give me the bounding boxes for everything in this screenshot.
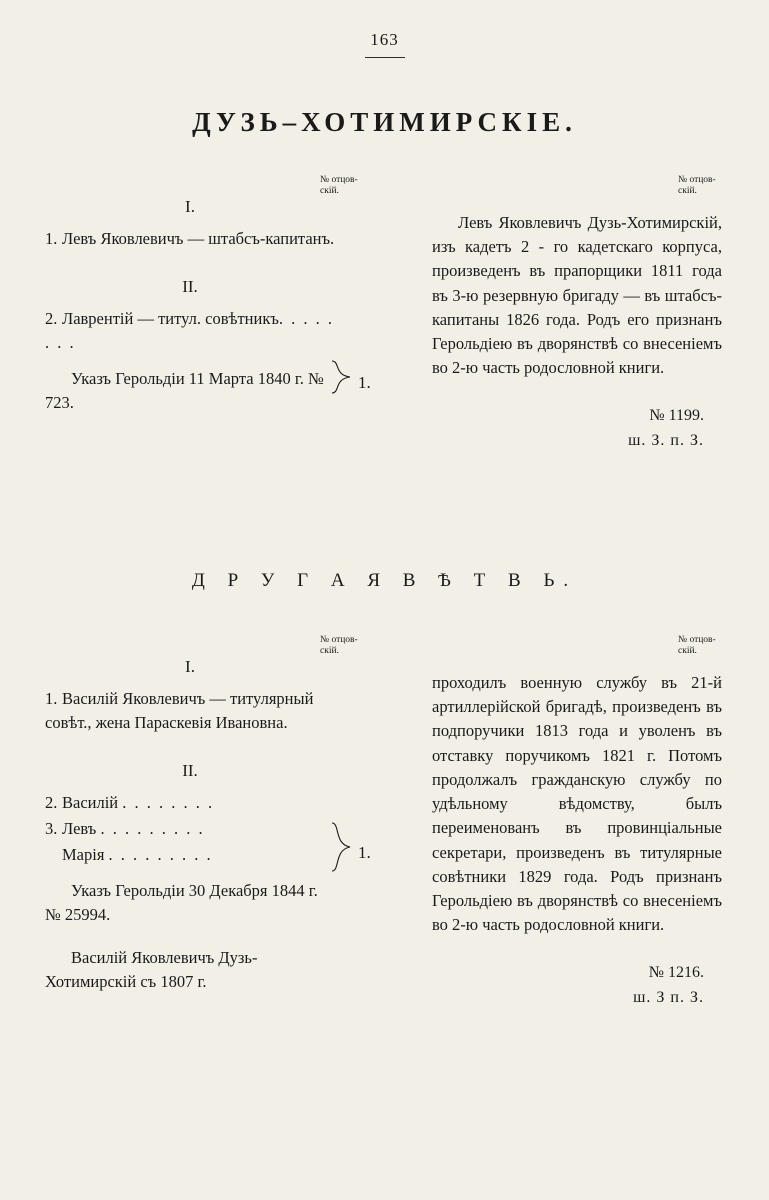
page-title: ДУЗЬ–ХОТИМИРСКIЕ. [192, 107, 577, 137]
block2-entry-3-text: Левъ [62, 818, 97, 838]
block2-biography-text: проходилъ военную службу въ 21-й артиллерiйской бригадѣ, произведенъ въ подпоручики 1813 года и уволенъ въ отставку поручикомъ 1821 г. Потомъ продолжалъ гражданскую службу по удѣльному вѣдомству, былъ переименованъ въ провинцiальные секретари, произведенъ въ титулярные совѣтники 1829 года. Родъ признанъ Герольдiею въ дворянствѣ со внесенiемъ во 2-ю часть родословной книги. [432, 672, 722, 935]
block2-entry-4-text: Марiя [62, 844, 105, 864]
folio-rule [365, 57, 405, 58]
block2-reference-sub: ш. З п. З. [633, 988, 704, 1006]
block2-entry-2 [45, 791, 335, 815]
block2-entry-2-dots: . . . . . . . . [122, 792, 215, 812]
block1-entry-1-text: Левъ Яковлевичъ — штабсъ-капитанъ. [62, 229, 335, 248]
block2-entry-1-number: 1. [45, 689, 58, 708]
block2-entry-2-number: 2. [45, 792, 58, 812]
block2-generation-1-label: I. [185, 657, 195, 676]
block1-reference [432, 407, 722, 450]
block1-entry-1-number: 1. [45, 229, 58, 248]
block2-entry-3-dots: . . . . . . . . . [100, 818, 205, 838]
column-header-father-right-1: № отцов- скiй. [678, 175, 716, 196]
block1-left-column [45, 175, 335, 415]
block2-biography-lead: Василiй Яковлевичъ Дузь-Хотимирскiй съ 1807 г. [45, 948, 258, 992]
column-header-father-left-1: № отцов- скiй. [320, 175, 358, 196]
block2-entry-4 [45, 843, 335, 867]
block1-entry-2 [45, 307, 335, 355]
column-header-father-left-2: № отцов- скiй. [320, 635, 358, 656]
block1-entry-2-text: Лаврентiй — титул. совѣтникъ [62, 308, 279, 328]
block1-generation-2-label: II. [182, 276, 198, 296]
block1-middle-column [320, 175, 420, 392]
block2-left-column [45, 635, 335, 994]
block2-reference-number: № 1216. [648, 963, 704, 981]
block2-entry-4-dots: . . . . . . . . . [108, 844, 213, 864]
block2-index-number: 1. [358, 842, 371, 862]
block2-generation-2-label: II. [182, 760, 198, 780]
block1-right-column [432, 175, 722, 450]
block2-middle-column [320, 635, 420, 862]
block2-reference [432, 964, 722, 1007]
block2-right-column [432, 635, 722, 1007]
page-number: 163 [370, 30, 399, 49]
section-title-other-branch: Д Р У Г А Я В Ѣ Т В Ь. [191, 570, 578, 591]
block1-index-number: 1. [358, 372, 371, 392]
block1-reference-sub: ш. З. п. З. [628, 431, 704, 449]
column-header-father-right-2: № отцов- скiй. [678, 635, 716, 656]
block2-entry-3-number: 3. [45, 818, 58, 838]
block2-entry-2-text: Василiй [62, 792, 119, 812]
block2-entry-1 [45, 687, 335, 735]
block2-entry-3 [45, 817, 335, 841]
block1-decree-note: Указъ Герольдiи 11 Марта 1840 г. № 723. [45, 368, 324, 412]
block1-biography-text: Левъ Яковлевичъ Дузь-Хотимирскiй, изъ кадетъ 2 - го кадетскаго корпуса, произведенъ въ прапорщики 1811 года въ 3-ю резервную бригаду — въ штабсъ-капитаны 1826 года. Родъ его признанъ Герольдiею въ дворянствѣ со внесенiемъ во 2-ю часть родословной книги. [432, 212, 722, 378]
block1-entry-2-number: 2. [45, 308, 58, 328]
block1-generation-1-label: I. [185, 197, 195, 216]
block2-decree-note: Указъ Герольдiи 30 Декабря 1844 г. № 25994. [45, 880, 318, 924]
block1-entry-2-dots: . . . . . . . . [45, 308, 334, 352]
block1-entry-1 [45, 227, 335, 251]
block1-reference-number: № 1199. [649, 406, 704, 424]
block2-entry-1-text: Василiй Яковлевичъ — титулярный совѣт., жена Параскевiя Ивановна. [45, 689, 314, 732]
